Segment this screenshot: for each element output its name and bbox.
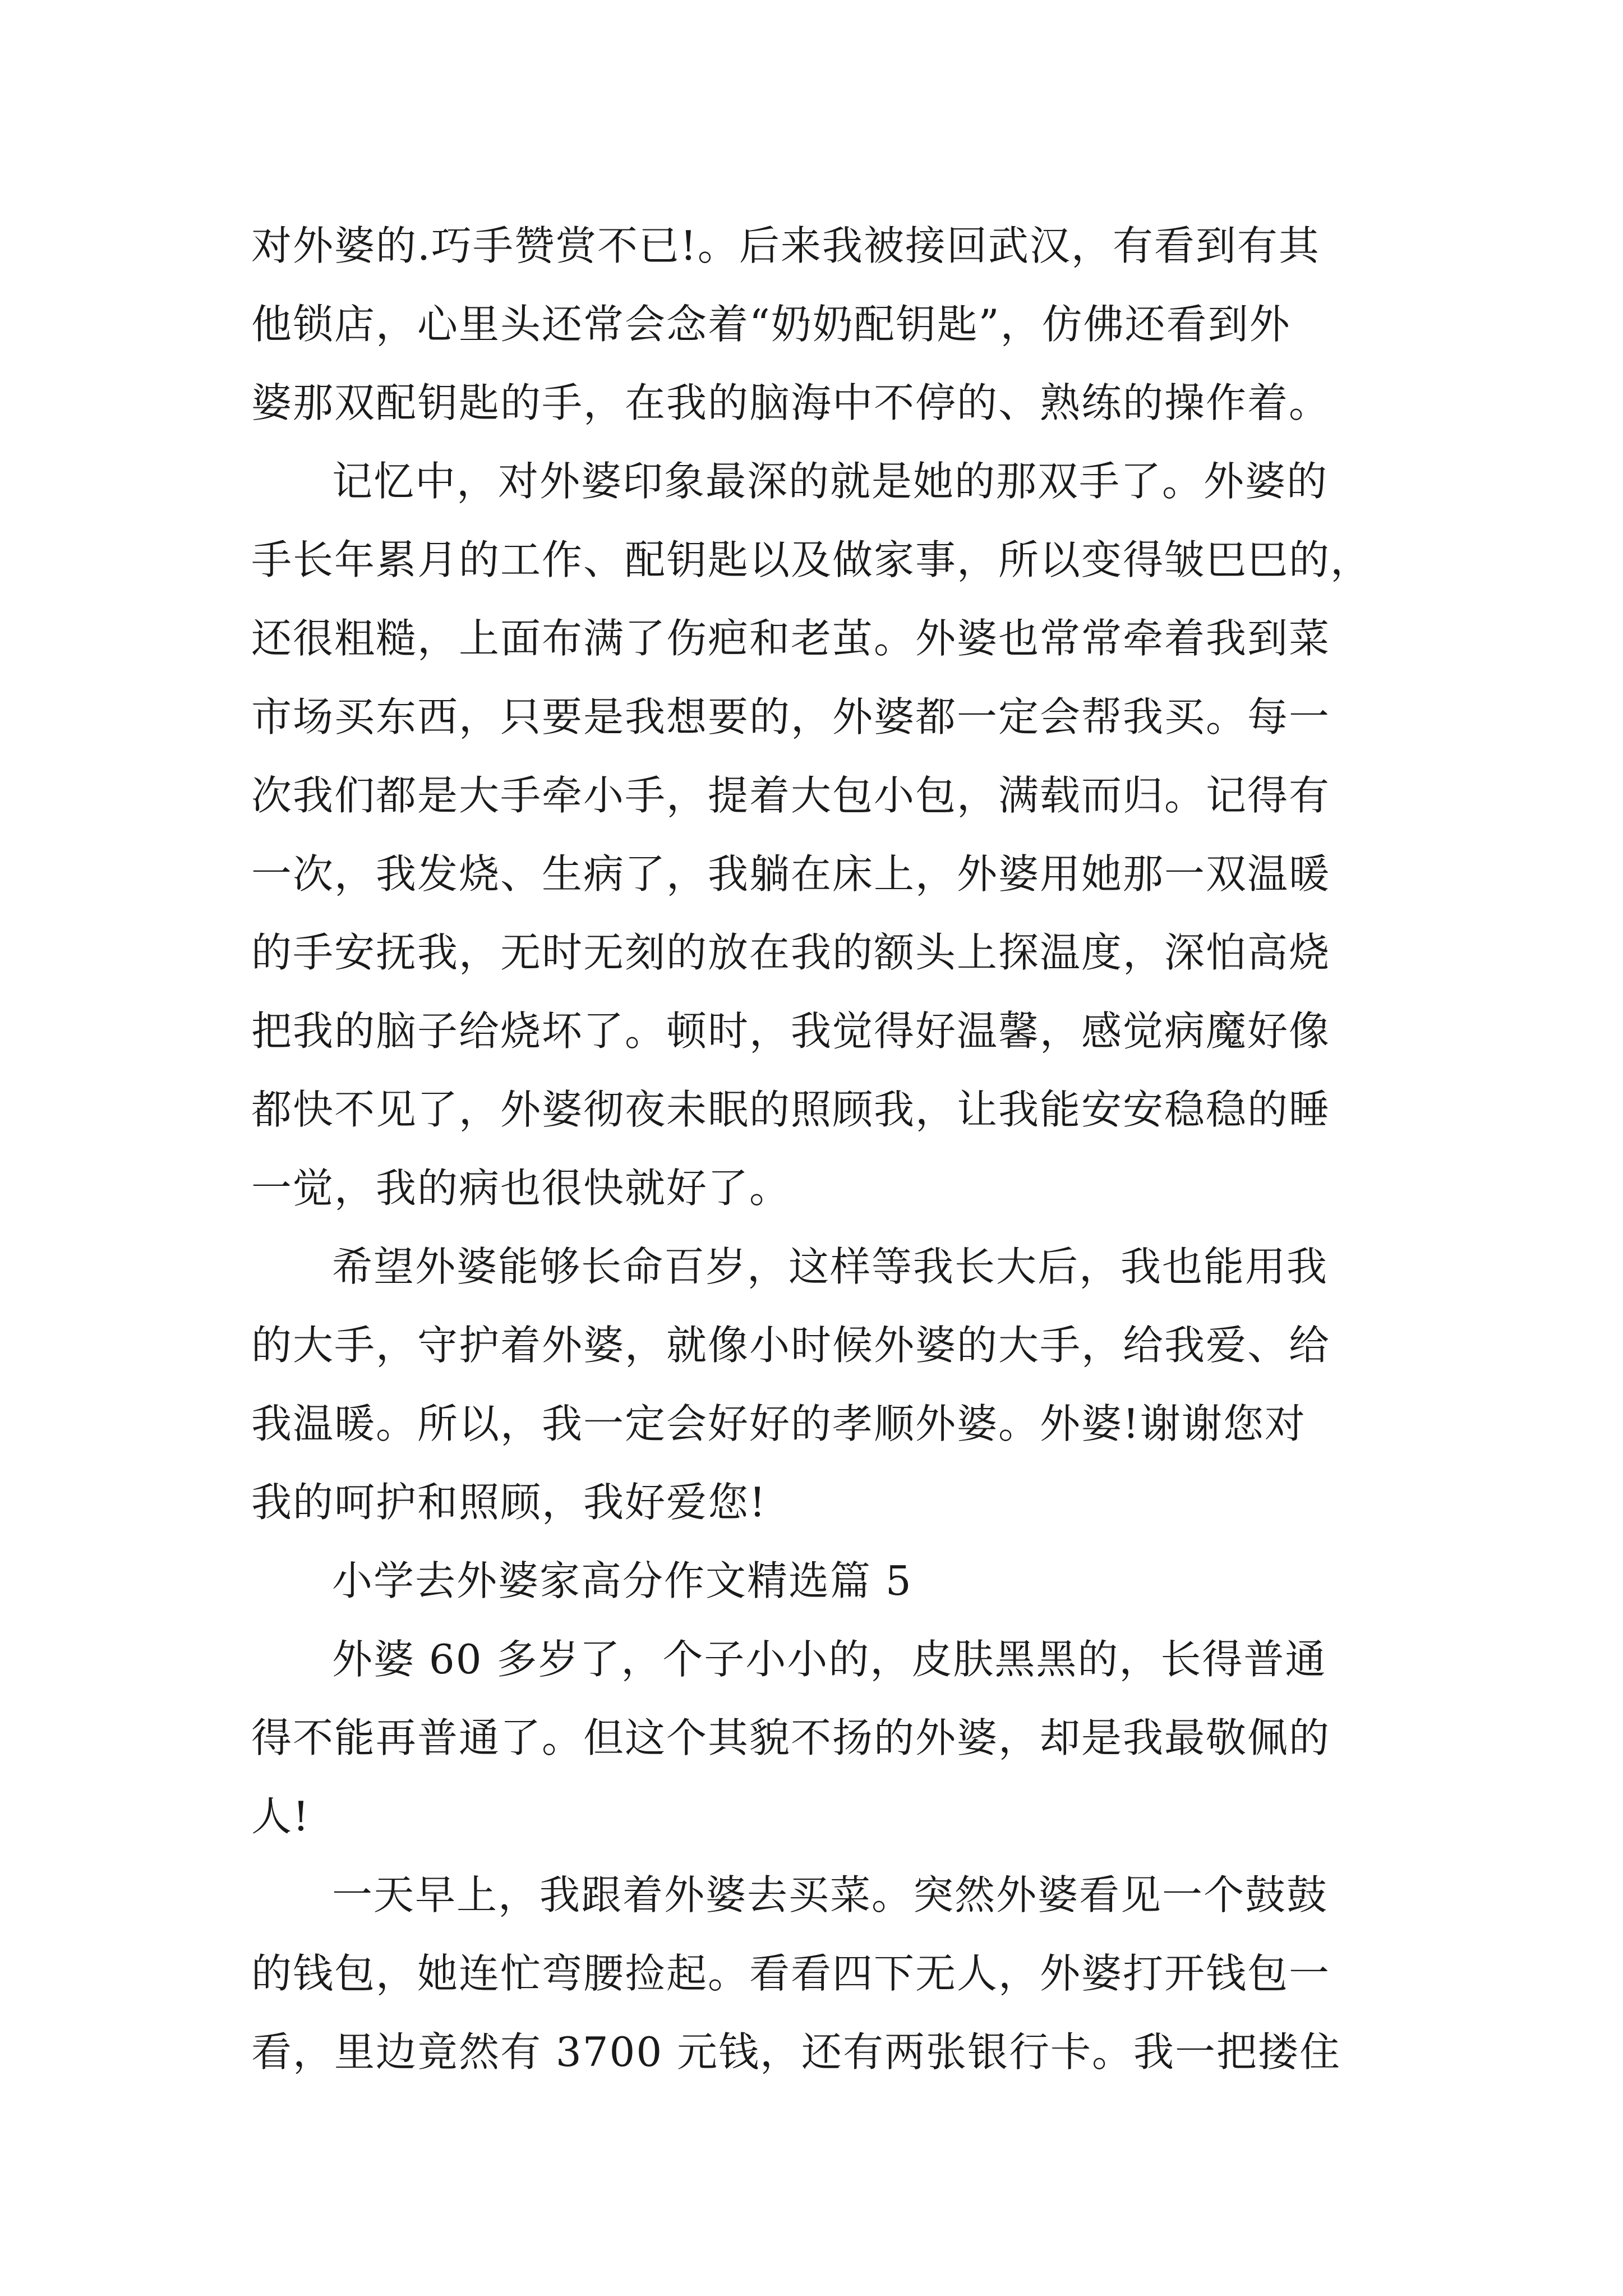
text-line: 还很粗糙，上面布满了伤疤和老茧。外婆也常常牵着我到菜 — [251, 615, 1331, 662]
text-line: 一次，我发烧、生病了，我躺在床上，外婆用她那一双温暖 — [251, 850, 1331, 898]
text-line: 的手安抚我，无时无刻的放在我的额头上探温度，深怕高烧 — [251, 929, 1331, 976]
text-line: 人! — [251, 1793, 310, 1840]
paragraph-start-line: 记忆中，对外婆印象最深的就是她的那双手了。外婆的 — [332, 458, 1329, 505]
text-line: 得不能再普通了。但这个其貌不扬的外婆，却是我最敬佩的 — [251, 1714, 1331, 1761]
paragraph-start-line: 希望外婆能够长命百岁，这样等我长大后，我也能用我 — [332, 1243, 1329, 1290]
text-line: 手长年累月的工作、配钥匙以及做家事，所以变得皱巴巴的， — [251, 536, 1372, 583]
text-line: 市场买东西，只要是我想要的，外婆都一定会帮我买。每一 — [251, 693, 1331, 740]
text-line: 次我们都是大手牵小手，提着大包小包，满载而归。记得有 — [251, 772, 1331, 819]
text-line: 把我的脑子给烧坏了。顿时，我觉得好温馨，感觉病魔好像 — [251, 1007, 1331, 1055]
text-line: 我的呵护和照顾，我好爱您! — [251, 1479, 767, 1526]
text-line: 都快不见了，外婆彻夜未眠的照顾我，让我能安安稳稳的睡 — [251, 1086, 1331, 1133]
text-line: 的钱包，她连忙弯腰捡起。看看四下无人，外婆打开钱包一 — [251, 1950, 1331, 1997]
section-heading: 小学去外婆家高分作文精选篇 5 — [332, 1557, 912, 1604]
text-line: 一觉，我的病也很快就好了。 — [251, 1165, 791, 1212]
text-line: 我温暖。所以，我一定会好好的孝顺外婆。外婆!谢谢您对 — [251, 1400, 1306, 1447]
text-line: 婆那双配钥匙的手，在我的脑海中不停的、熟练的操作着。 — [251, 379, 1331, 426]
paragraph-start-line: 一天早上，我跟着外婆去买菜。突然外婆看见一个鼓鼓 — [332, 1871, 1329, 1918]
paragraph-start-line: 外婆 60 多岁了，个子小小的，皮肤黑黑的，长得普通 — [332, 1636, 1327, 1683]
text-line: 他锁店，心里头还常会念着“奶奶配钥匙”，仿佛还看到外 — [251, 301, 1291, 348]
text-line: 对外婆的.巧手赞赏不已!。后来我被接回武汉，有看到有其 — [251, 222, 1320, 269]
text-line: 看，里边竟然有 3700 元钱，还有两张银行卡。我一把搂住 — [251, 2028, 1341, 2076]
text-line: 的大手，守护着外婆，就像小时候外婆的大手，给我爱、给 — [251, 1322, 1331, 1369]
